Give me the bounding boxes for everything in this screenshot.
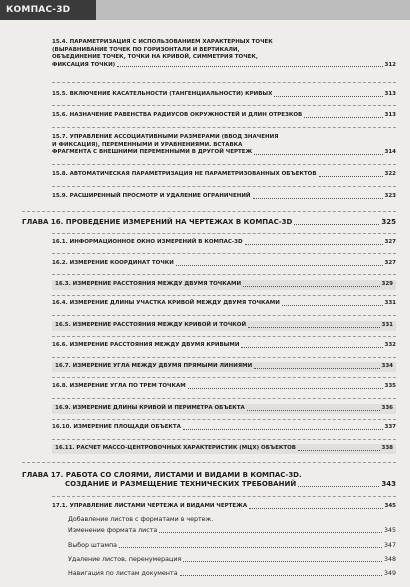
entry-number: 15.8.	[52, 171, 68, 177]
entry-number: 16.6.	[52, 342, 68, 348]
page-number: 335	[384, 383, 396, 389]
toc-entry-16-7	[52, 362, 396, 372]
entry-text: ИЗМЕРЕНИЕ КООРДИНАТ ТОЧКИ	[69, 260, 174, 266]
entry-text: (ВЫРАВНИВАНИЕ ТОЧЕК ПО ГОРИЗОНТАЛИ И ВЕРТИКАЛИ,	[52, 46, 240, 53]
entry-number: 16.3.	[55, 281, 71, 287]
entry-number: 16.8.	[52, 383, 68, 389]
separator	[52, 357, 396, 358]
separator	[52, 315, 396, 316]
entry-text: ВКЛЮЧЕНИЕ КАСАТЕЛЬНОСТИ (ТАНГЕНЦИАЛЬНОСТИ) КРИВЫХ	[69, 91, 273, 97]
entry-number: 15.6.	[52, 112, 68, 118]
entry-number: 16.9.	[55, 405, 71, 411]
separator	[52, 336, 396, 337]
entry-text: УПРАВЛЕНИЕ ЛИСТАМИ ЧЕРТЕЖА И ВИДАМИ ЧЕРТЕЖА	[69, 503, 248, 509]
separator	[52, 253, 396, 254]
book-title: КОМПАС-3D	[0, 0, 96, 20]
entry-number: 16.5.	[55, 322, 71, 328]
page-number: 336	[381, 405, 393, 411]
separator	[22, 211, 396, 212]
entry-text: ИЗМЕРЕНИЕ РАССТОЯНИЯ МЕЖДУ КРИВОЙ И ТОЧКОЙ	[72, 322, 247, 328]
entry-text: ОБЪЕДИНЕНИЕ ТОЧЕК, ТОЧКИ НА КРИВОЙ, СИММЕТРИЯ ТОЧЕК,	[52, 54, 259, 61]
toc-entry-15-8	[52, 171, 396, 179]
toc-entry-16-10	[52, 424, 396, 432]
entry-text: И ФИКСАЦИЯ), ПЕРЕМЕННЫМИ И УРАВНЕНИЯМИ. ВСТАВКА	[52, 141, 243, 148]
entry-number: 16.7.	[55, 363, 71, 369]
page-number: 313	[384, 91, 396, 97]
chapter-17-heading	[22, 471, 396, 489]
entry-text: УПРАВЛЕНИЕ АССОЦИАТИВНЫМИ РАЗМЕРАМИ (ВВОД ЗНАЧЕНИЯ	[69, 134, 279, 140]
page-number: 322	[384, 171, 396, 177]
entry-text: РАСЧЕТ МАССО-ЦЕНТРОВОЧНЫХ ХАРАКТЕРИСТИК (МЦХ) ОБЪЕКТОВ	[76, 445, 296, 451]
page-number: 329	[381, 281, 393, 287]
page-number: 327	[384, 260, 396, 266]
toc-entry-16-3	[52, 280, 396, 290]
page-number: 331	[381, 322, 393, 328]
page-number: 325	[381, 218, 396, 226]
entry-text: ИНФОРМАЦИОННОЕ ОКНО ИЗМЕРЕНИЙ В КОМПАС-3D	[69, 239, 243, 245]
toc-entry-16-9	[52, 404, 396, 414]
toc-entry-15-7	[52, 134, 396, 157]
entry-number: 16.2.	[52, 260, 68, 266]
toc-entry-15-6	[52, 112, 396, 120]
page-number: 348	[383, 556, 396, 563]
toc-subitem	[68, 516, 396, 524]
entry-text: ИЗМЕРЕНИЕ УГЛА ПО ТРЕМ ТОЧКАМ	[69, 383, 186, 389]
page-number: 323	[384, 193, 396, 199]
entry-text: Навигация по листам документа	[68, 570, 178, 577]
entry-number: 16.10.	[52, 424, 72, 430]
entry-text: ИЗМЕРЕНИЕ УГЛА МЕЖДУ ДВУМЯ ПРЯМЫМИ ЛИНИЯМИ	[72, 363, 253, 369]
separator	[52, 233, 396, 234]
page-number: 334	[381, 363, 393, 369]
separator	[52, 439, 396, 440]
separator	[52, 82, 396, 83]
page-number: 349	[383, 570, 396, 577]
separator	[52, 398, 396, 399]
entry-text: ИЗМЕРЕНИЕ ДЛИНЫ УЧАСТКА КРИВОЙ МЕЖДУ ДВУМЯ ТОЧКАМИ	[69, 300, 280, 306]
entry-text: НАЗНАЧЕНИЕ РАВЕНСТВА РАДИУСОВ ОКРУЖНОСТЕЙ И ДЛИН ОТРЕЗКОВ	[69, 112, 303, 118]
entry-text: ПАРАМЕТРИЗАЦИЯ С ИСПОЛЬЗОВАНИЕМ ХАРАКТЕРНЫХ ТОЧЕК	[69, 39, 273, 45]
separator	[52, 377, 396, 378]
separator	[22, 462, 396, 463]
toc-subitem	[68, 542, 396, 550]
page-number: 327	[384, 239, 396, 245]
separator	[52, 295, 396, 296]
toc-entry-15-9	[52, 193, 396, 201]
entry-number: 16.11.	[55, 445, 75, 451]
toc-entry-17-1	[52, 503, 396, 511]
page-number: 312	[384, 61, 396, 68]
entry-number: 15.9.	[52, 193, 68, 199]
toc-subitem	[68, 570, 396, 578]
entry-number: 16.1.	[52, 239, 68, 245]
toc-entry-16-8	[52, 383, 396, 391]
separator	[52, 496, 396, 497]
separator	[52, 127, 396, 128]
separator	[52, 164, 396, 165]
entry-text: ФРАГМЕНТА С ВНЕШНИМИ ПЕРЕМЕННЫМИ В ДРУГОЙ ЧЕРТЕЖ	[52, 149, 253, 156]
separator	[52, 274, 396, 275]
entry-text: ИЗМЕРЕНИЕ РАССТОЯНИЯ МЕЖДУ ДВУМЯ ТОЧКАМИ	[72, 281, 242, 287]
page-number: 332	[384, 342, 396, 348]
separator	[52, 105, 396, 106]
entry-text: ФИКСАЦИЯ ТОЧКИ)	[52, 61, 116, 68]
chapter-title: ГЛАВА 16. ПРОВЕДЕНИЕ ИЗМЕРЕНИЙ НА ЧЕРТЕЖАХ В КОМПАС-3D	[22, 218, 293, 226]
page-number: 313	[384, 112, 396, 118]
entry-number: 15.7.	[52, 134, 68, 140]
entry-text: ИЗМЕРЕНИЕ ПЛОЩАДИ ОБЪЕКТА	[73, 424, 181, 430]
toc-entry-16-11	[52, 444, 396, 454]
entry-text: Добавление листов с форматами в чертеж.	[68, 516, 214, 523]
page-number: 343	[381, 480, 396, 488]
toc-entry-16-5	[52, 321, 396, 331]
entry-text: Удаление листов, перенумерация	[68, 556, 182, 563]
page-number: 331	[384, 300, 396, 306]
page-number: 314	[384, 149, 396, 156]
entry-text: РАСШИРЕННЫЙ ПРОСМОТР И УДАЛЕНИЕ ОГРАНИЧЕНИЙ	[69, 193, 251, 199]
entry-text: Изменение формата листа	[68, 527, 158, 534]
page-number: 345	[383, 527, 396, 534]
entry-number: 15.5.	[52, 91, 68, 97]
chapter-title: ГЛАВА 17. РАБОТА СО СЛОЯМИ, ЛИСТАМИ И ВИДАМИ В КОМПАС-3D.	[22, 471, 302, 479]
entry-text: ИЗМЕРЕНИЕ РАССТОЯНИЯ МЕЖДУ ДВУМЯ КРИВЫМИ	[69, 342, 240, 348]
toc-entry-15-5	[52, 91, 396, 99]
entry-text: ИЗМЕРЕНИЕ ДЛИНЫ КРИВОЙ И ПЕРИМЕТРА ОБЪЕКТА	[72, 405, 245, 411]
toc-entry-16-6	[52, 342, 396, 350]
toc-entry-16-4	[52, 300, 396, 308]
page-number: 338	[381, 445, 393, 451]
page-number: 347	[383, 542, 396, 549]
entry-number: 17.1.	[52, 503, 68, 509]
page-header	[0, 0, 410, 20]
separator	[52, 419, 396, 420]
page-number: 345	[384, 503, 396, 509]
entry-number: 15.4.	[52, 39, 68, 45]
chapter-16-heading	[22, 218, 396, 227]
entry-text: Выбор штампа	[68, 542, 118, 549]
entry-number: 16.4.	[52, 300, 68, 306]
toc-subitem	[68, 527, 396, 535]
page-number: 337	[384, 424, 396, 430]
toc-subitem	[68, 556, 396, 564]
toc-entry-16-2	[52, 260, 396, 268]
separator	[52, 186, 396, 187]
entry-text: АВТОМАТИЧЕСКАЯ ПАРАМЕТРИЗАЦИЯ НЕ ПАРАМЕТРИЗОВАННЫХ ОБЪЕКТОВ	[69, 171, 317, 177]
chapter-title: СОЗДАНИЕ И РАЗМЕЩЕНИЕ ТЕХНИЧЕСКИХ ТРЕБОВАНИЙ	[65, 480, 297, 488]
toc-entry-16-1	[52, 239, 396, 247]
toc-entry-15-4	[52, 39, 396, 69]
